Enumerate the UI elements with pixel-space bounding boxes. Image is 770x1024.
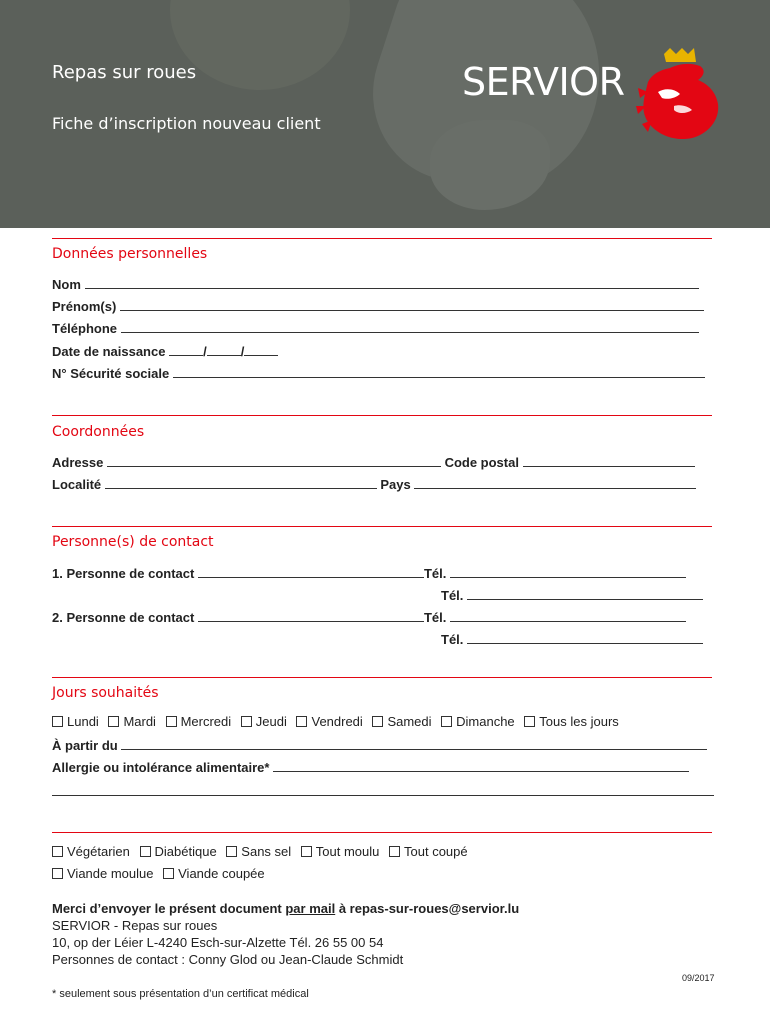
city-input-line[interactable] xyxy=(105,476,377,489)
ssn-label: N° Sécurité sociale xyxy=(52,366,170,381)
diet-option-sans-sel[interactable]: Sans sel xyxy=(226,844,291,859)
checkbox[interactable] xyxy=(52,846,63,857)
days-options xyxy=(52,714,625,729)
zip-input-line[interactable] xyxy=(523,454,695,467)
checkbox[interactable] xyxy=(296,716,307,727)
tel-label: Tél. xyxy=(441,588,464,603)
section-title-address: Coordonnées xyxy=(52,424,145,440)
servior-logo-text: SERVIOR xyxy=(462,60,625,104)
checkbox[interactable] xyxy=(166,716,177,727)
diet-options-row2 xyxy=(52,866,271,881)
contact1-input-line[interactable] xyxy=(198,565,424,578)
diet-option-viande-coupee[interactable]: Viande coupée xyxy=(163,866,265,881)
header-banner xyxy=(0,0,770,228)
checkbox[interactable] xyxy=(163,868,174,879)
contact2-input-line[interactable] xyxy=(198,609,424,622)
diet-option-diabetique[interactable]: Diabétique xyxy=(140,844,217,859)
address-row xyxy=(52,454,714,470)
diet-option-viande-moulue[interactable]: Viande moulue xyxy=(52,866,154,881)
phone-input-line[interactable] xyxy=(121,320,699,333)
checkbox[interactable] xyxy=(52,868,63,879)
ssn-input-line[interactable] xyxy=(173,365,705,378)
day-option-dimanche[interactable]: Dimanche xyxy=(441,714,515,729)
street-label: Adresse xyxy=(52,455,104,470)
checkbox[interactable] xyxy=(441,716,452,727)
send-instructions: Merci d’envoyer le présent document par mail à repas-sur-roues@servior.lu xyxy=(52,901,520,916)
zip-label: Code postal xyxy=(444,455,519,470)
day-option-mercredi[interactable]: Mercredi xyxy=(166,714,232,729)
firstname-label: Prénom(s) xyxy=(52,299,117,314)
date-separator: / xyxy=(240,344,245,359)
day-option-lundi[interactable]: Lundi xyxy=(52,714,99,729)
form-subtitle: Fiche d’inscription nouveau client xyxy=(52,114,321,133)
form-title: Repas sur roues xyxy=(52,62,197,83)
phone-label: Téléphone xyxy=(52,321,118,336)
birth-month-input[interactable] xyxy=(207,343,241,356)
phone-field[interactable] xyxy=(52,320,714,336)
section-title-personal: Données personnelles xyxy=(52,246,208,262)
country-input-line[interactable] xyxy=(414,476,696,489)
section-divider xyxy=(52,238,712,239)
checkbox[interactable] xyxy=(241,716,252,727)
firstname-input-line[interactable] xyxy=(120,298,704,311)
contact2-tel2-row xyxy=(441,631,714,647)
name-label: Nom xyxy=(52,277,81,292)
diet-option-tout-coupe[interactable]: Tout coupé xyxy=(389,844,468,859)
checkbox[interactable] xyxy=(52,716,63,727)
checkbox[interactable] xyxy=(372,716,383,727)
org-name: SERVIOR - Repas sur roues xyxy=(52,918,218,933)
city-label: Localité xyxy=(52,477,102,492)
birth-year-input[interactable] xyxy=(244,343,278,356)
contact1-tel2-input[interactable] xyxy=(467,587,703,600)
date-separator: / xyxy=(203,344,207,359)
birthdate-field[interactable] xyxy=(52,343,352,359)
tel-label: Tél. xyxy=(423,610,447,625)
section-title-days: Jours souhaités xyxy=(52,685,159,701)
start-date-input-line[interactable] xyxy=(121,737,707,750)
day-option-jeudi[interactable]: Jeudi xyxy=(241,714,287,729)
decorative-shape xyxy=(430,120,550,210)
birthdate-label: Date de naissance xyxy=(52,344,166,359)
checkbox[interactable] xyxy=(226,846,237,857)
allergy-input-line[interactable] xyxy=(273,759,689,772)
section-divider xyxy=(52,415,712,416)
country-label: Pays xyxy=(380,477,411,492)
city-row xyxy=(52,476,714,492)
form-date: 09/2017 xyxy=(682,973,715,983)
contact2-row xyxy=(52,609,714,625)
start-date-label: À partir du xyxy=(52,738,118,753)
checkbox[interactable] xyxy=(524,716,535,727)
diet-option-vegetarien[interactable]: Végétarien xyxy=(52,844,130,859)
lion-logo-icon xyxy=(634,48,724,144)
allergy-label: Allergie ou intolérance alimentaire* xyxy=(52,760,270,775)
start-date-field[interactable] xyxy=(52,737,716,753)
contact2-label: 2. Personne de contact xyxy=(52,610,195,625)
section-title-contacts: Personne(s) de contact xyxy=(52,534,214,550)
checkbox[interactable] xyxy=(108,716,119,727)
diet-option-tout-moulu[interactable]: Tout moulu xyxy=(301,844,380,859)
section-divider xyxy=(52,677,712,678)
contact-persons: Personnes de contact : Conny Glod ou Jean-Claude Schmidt xyxy=(52,952,404,967)
contact1-row xyxy=(52,565,714,581)
decorative-shape xyxy=(170,0,350,90)
name-field[interactable] xyxy=(52,276,714,292)
section-divider xyxy=(52,832,712,833)
day-option-samedi[interactable]: Samedi xyxy=(372,714,431,729)
allergy-field[interactable] xyxy=(52,759,714,775)
footnote: * seulement sous présentation d’un certificat médical xyxy=(52,988,309,1000)
org-address: 10, op der Léier L-4240 Esch-sur-Alzette Tél. 26 55 00 54 xyxy=(52,935,384,950)
street-input-line[interactable] xyxy=(107,454,441,467)
contact2-tel2-input[interactable] xyxy=(467,631,703,644)
checkbox[interactable] xyxy=(301,846,312,857)
checkbox[interactable] xyxy=(140,846,151,857)
diet-options-row1 xyxy=(52,844,474,859)
name-input-line[interactable] xyxy=(85,276,699,289)
section-divider xyxy=(52,526,712,527)
contact1-tel2-row xyxy=(441,587,714,603)
ssn-field[interactable] xyxy=(52,365,716,381)
allergy-extra-line[interactable] xyxy=(52,795,714,796)
day-option-tous-les-jours[interactable]: Tous les jours xyxy=(524,714,618,729)
contact1-label: 1. Personne de contact xyxy=(52,566,195,581)
contact1-tel1-input[interactable] xyxy=(450,565,686,578)
day-option-vendredi[interactable]: Vendredi xyxy=(296,714,362,729)
day-option-mardi[interactable]: Mardi xyxy=(108,714,156,729)
tel-label: Tél. xyxy=(441,632,464,647)
checkbox[interactable] xyxy=(389,846,400,857)
firstname-field[interactable] xyxy=(52,298,714,314)
birth-day-input[interactable] xyxy=(169,343,203,356)
mail-link[interactable]: par mail xyxy=(285,901,336,916)
tel-label: Tél. xyxy=(423,566,447,581)
contact2-tel1-input[interactable] xyxy=(450,609,686,622)
